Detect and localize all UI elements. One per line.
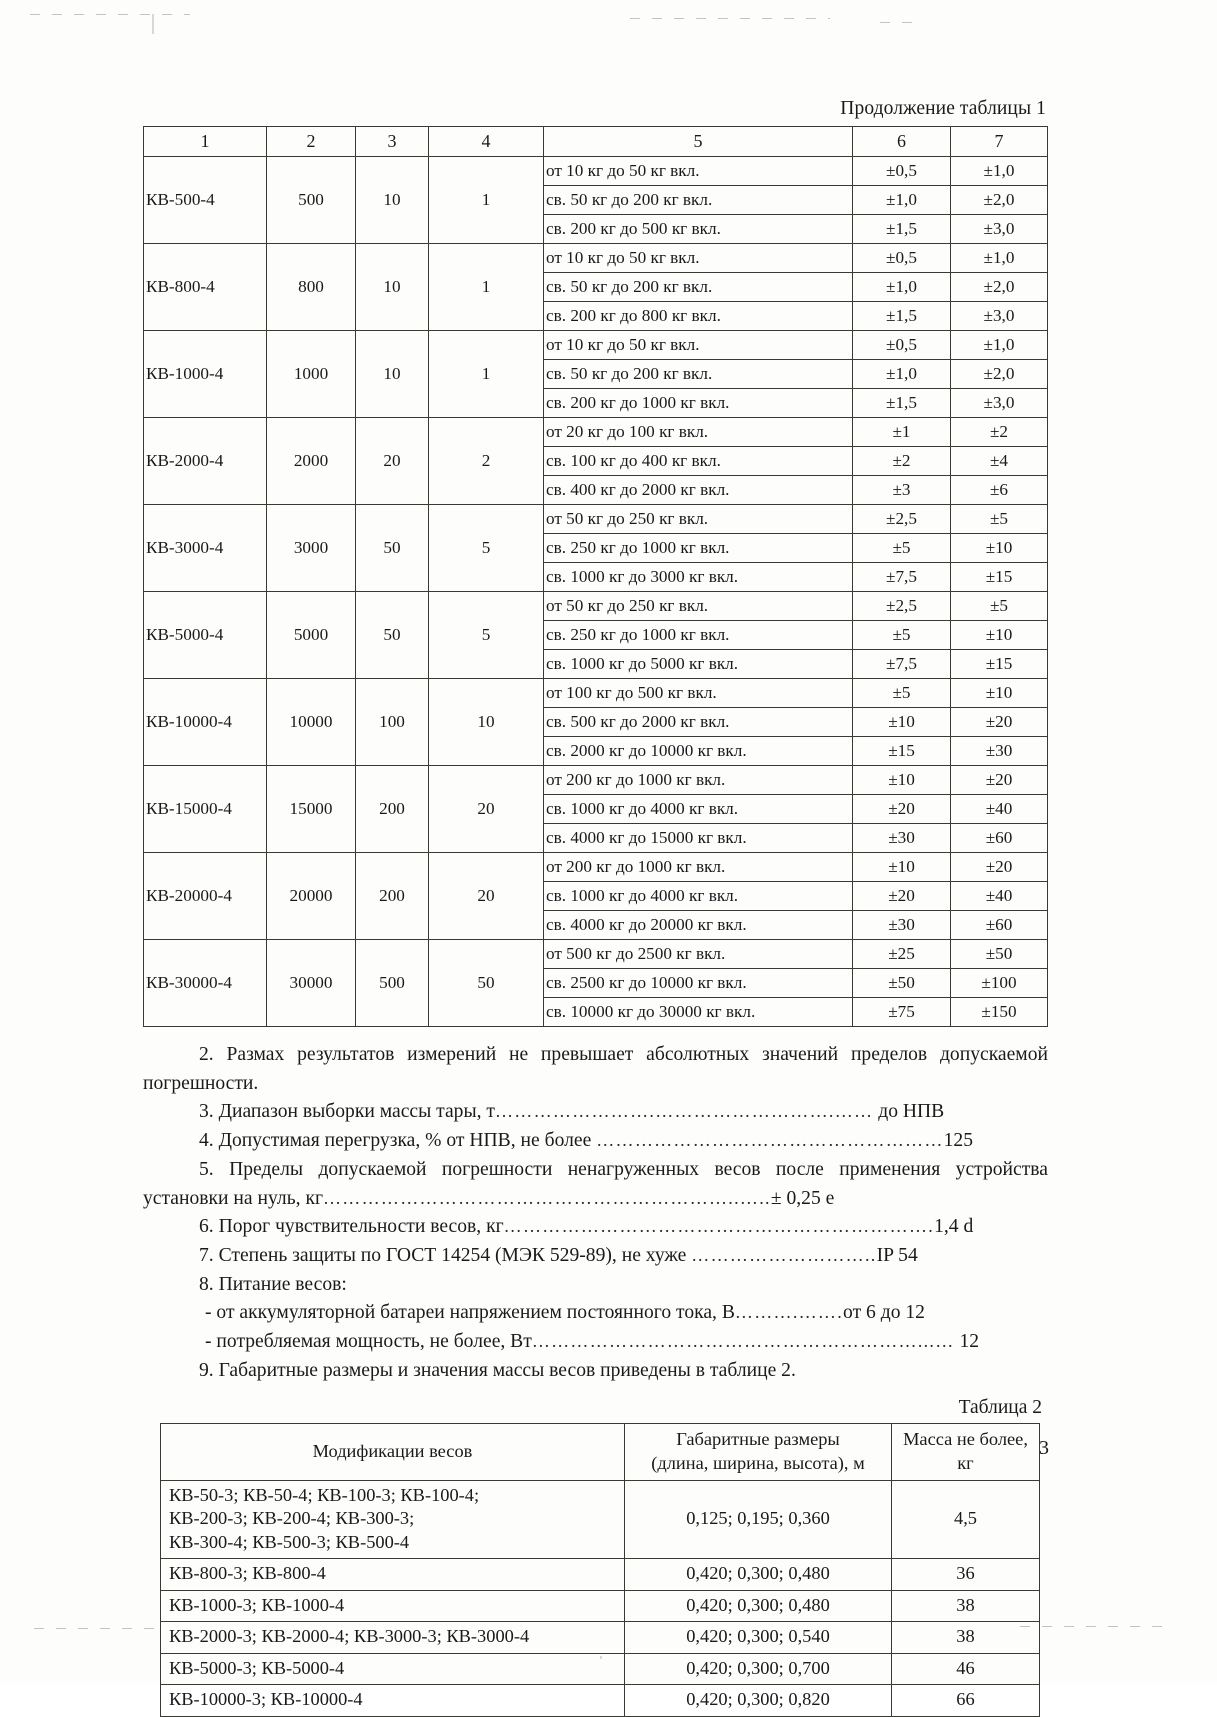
- cell-tolerance-7: ±10: [951, 621, 1048, 650]
- col-header-4: 4: [429, 127, 544, 157]
- cell-tolerance-6: ±3: [853, 476, 951, 505]
- cell-tolerance-7: ±3,0: [951, 302, 1048, 331]
- scan-edge-artifact-bottom-left: [34, 1628, 154, 1629]
- cell-tolerance-6: ±1,5: [853, 389, 951, 418]
- cell-column-2: 15000: [267, 766, 356, 853]
- cell-column-3: 200: [356, 853, 429, 940]
- cell-tolerance-6: ±5: [853, 679, 951, 708]
- cell-tolerance-7: ±5: [951, 592, 1048, 621]
- cell-column-4: 5: [429, 592, 544, 679]
- cell-model: КВ-800-4: [144, 244, 267, 331]
- cell-measuring-range: св. 2500 кг до 10000 кг вкл.: [544, 969, 853, 998]
- cell-tolerance-7: ±60: [951, 824, 1048, 853]
- col-header-7: 7: [951, 127, 1048, 157]
- col-header-2: 2: [267, 127, 356, 157]
- cell-column-3: 10: [356, 244, 429, 331]
- cell-tolerance-6: ±20: [853, 882, 951, 911]
- cell-tolerance-6: ±30: [853, 824, 951, 853]
- cell-mass: 38: [892, 1590, 1040, 1622]
- table-row: [144, 592, 1048, 621]
- cell-tolerance-7: ±20: [951, 853, 1048, 882]
- col-header-3: 3: [356, 127, 429, 157]
- item-6: [143, 1213, 1048, 1242]
- cell-tolerance-6: ±2,5: [853, 592, 951, 621]
- cell-tolerance-6: ±10: [853, 766, 951, 795]
- cell-measuring-range: св. 50 кг до 200 кг вкл.: [544, 360, 853, 389]
- item-4: [143, 1127, 1048, 1156]
- cell-column-3: 500: [356, 940, 429, 1027]
- modification-line: КВ-50-3; КВ-50-4; КВ-100-3; КВ-100-4;: [169, 1484, 480, 1505]
- cell-measuring-range: св. 400 кг до 2000 кг вкл.: [544, 476, 853, 505]
- table-row: [144, 853, 1048, 882]
- item-4-leader: ………………………………………………: [596, 1130, 944, 1151]
- cell-tolerance-6: ±0,5: [853, 244, 951, 273]
- page-number: 3: [1039, 1437, 1049, 1459]
- table-row: [144, 331, 1048, 360]
- cell-column-2: 20000: [267, 853, 356, 940]
- cell-measuring-range: от 100 кг до 500 кг вкл.: [544, 679, 853, 708]
- table-2-header-row: [161, 1424, 1040, 1480]
- item-8b-leader: ……………………………………………………...…: [531, 1331, 955, 1352]
- col-header-6: 6: [853, 127, 951, 157]
- scan-edge-artifact-top-right: [880, 22, 920, 23]
- item-4-value: 125: [943, 1130, 974, 1152]
- cell-measuring-range: от 10 кг до 50 кг вкл.: [544, 244, 853, 273]
- cell-model: КВ-2000-4: [144, 418, 267, 505]
- table-row: [144, 766, 1048, 795]
- cell-measuring-range: св. 4000 кг до 15000 кг вкл.: [544, 824, 853, 853]
- table-row: [161, 1653, 1040, 1685]
- cell-tolerance-7: ±2,0: [951, 273, 1048, 302]
- cell-measuring-range: св. 4000 кг до 20000 кг вкл.: [544, 911, 853, 940]
- cell-measuring-range: св. 1000 кг до 4000 кг вкл.: [544, 882, 853, 911]
- cell-measuring-range: от 50 кг до 250 кг вкл.: [544, 592, 853, 621]
- table-1-body: [144, 157, 1048, 1027]
- item-7-text: 7. Степень защиты по ГОСТ 14254 (МЭК 529-89), не хуже: [199, 1244, 687, 1266]
- cell-tolerance-7: ±2: [951, 418, 1048, 447]
- table-row: [144, 157, 1048, 186]
- scan-speck: [152, 14, 154, 34]
- cell-tolerance-6: ±20: [853, 795, 951, 824]
- item-8b: [143, 1328, 1048, 1357]
- cell-tolerance-7: ±15: [951, 563, 1048, 592]
- modification-line: КВ-1000-3; КВ-1000-4: [169, 1594, 345, 1615]
- item-5-value: ± 0,25 е: [770, 1187, 835, 1209]
- cell-tolerance-7: ±5: [951, 505, 1048, 534]
- item-5-leader: ………………………………………………………..…..: [323, 1187, 771, 1208]
- table-row: [144, 418, 1048, 447]
- cell-tolerance-7: ±60: [951, 911, 1048, 940]
- cell-tolerance-6: ±10: [853, 708, 951, 737]
- cell-tolerance-6: ±30: [853, 911, 951, 940]
- cell-column-3: 100: [356, 679, 429, 766]
- item-8: 8. Питание весов:: [199, 1273, 347, 1295]
- cell-tolerance-6: ±50: [853, 969, 951, 998]
- table-1-specifications: [143, 126, 1048, 1027]
- cell-column-3: 10: [356, 157, 429, 244]
- cell-dimensions: 0,420; 0,300; 0,820: [625, 1685, 892, 1717]
- cell-dimensions: 0,420; 0,300; 0,700: [625, 1653, 892, 1685]
- cell-model: КВ-20000-4: [144, 853, 267, 940]
- table-row: [144, 505, 1048, 534]
- cell-column-3: 10: [356, 331, 429, 418]
- cell-model: КВ-10000-4: [144, 679, 267, 766]
- cell-measuring-range: от 10 кг до 50 кг вкл.: [544, 331, 853, 360]
- table2-header-mass-line2: кг: [957, 1452, 974, 1473]
- cell-measuring-range: св. 2000 кг до 10000 кг вкл.: [544, 737, 853, 766]
- item-9: 9. Габаритные размеры и значения массы весов приведены в таблице 2.: [199, 1359, 796, 1381]
- cell-measuring-range: св. 10000 кг до 30000 кг вкл.: [544, 998, 853, 1027]
- cell-measuring-range: св. 200 кг до 800 кг вкл.: [544, 302, 853, 331]
- cell-column-3: 50: [356, 505, 429, 592]
- cell-mass: 46: [892, 1653, 1040, 1685]
- item-8b-text: - потребляемая мощность, не более, Вт: [205, 1331, 532, 1353]
- cell-measuring-range: св. 50 кг до 200 кг вкл.: [544, 186, 853, 215]
- specification-items-list: [143, 1041, 1048, 1385]
- cell-modifications: [161, 1590, 625, 1622]
- cell-column-4: 50: [429, 940, 544, 1027]
- cell-measuring-range: св. 1000 кг до 5000 кг вкл.: [544, 650, 853, 679]
- col-header-5: 5: [544, 127, 853, 157]
- cell-tolerance-7: ±15: [951, 650, 1048, 679]
- cell-model: КВ-15000-4: [144, 766, 267, 853]
- modification-line: КВ-300-4; КВ-500-3; КВ-500-4: [169, 1531, 410, 1552]
- cell-model: КВ-500-4: [144, 157, 267, 244]
- cell-tolerance-7: ±1,0: [951, 157, 1048, 186]
- modification-line: КВ-200-3; КВ-200-4; КВ-300-3;: [169, 1508, 415, 1529]
- table-row: [161, 1590, 1040, 1622]
- cell-column-3: 50: [356, 592, 429, 679]
- cell-measuring-range: св. 100 кг до 400 кг вкл.: [544, 447, 853, 476]
- cell-mass: 4,5: [892, 1480, 1040, 1559]
- cell-tolerance-7: ±2,0: [951, 186, 1048, 215]
- item-8b-value: 12: [959, 1331, 980, 1353]
- cell-modifications: [161, 1559, 625, 1591]
- cell-measuring-range: св. 250 кг до 1000 кг вкл.: [544, 534, 853, 563]
- cell-column-2: 30000: [267, 940, 356, 1027]
- item-5: [143, 1156, 1048, 1213]
- cell-tolerance-6: ±7,5: [853, 650, 951, 679]
- cell-tolerance-6: ±1,0: [853, 186, 951, 215]
- cell-tolerance-6: ±5: [853, 534, 951, 563]
- cell-tolerance-7: ±20: [951, 708, 1048, 737]
- item-8a-value: от 6 до 12: [843, 1302, 925, 1324]
- cell-column-2: 1000: [267, 331, 356, 418]
- cell-measuring-range: св. 200 кг до 1000 кг вкл.: [544, 389, 853, 418]
- cell-column-3: 200: [356, 766, 429, 853]
- cell-column-4: 1: [429, 244, 544, 331]
- cell-tolerance-6: ±10: [853, 853, 951, 882]
- col-header-1: 1: [144, 127, 267, 157]
- cell-tolerance-7: ±3,0: [951, 215, 1048, 244]
- cell-model: КВ-1000-4: [144, 331, 267, 418]
- cell-measuring-range: от 500 кг до 2500 кг вкл.: [544, 940, 853, 969]
- cell-measuring-range: св. 500 кг до 2000 кг вкл.: [544, 708, 853, 737]
- cell-dimensions: 0,420; 0,300; 0,540: [625, 1622, 892, 1654]
- cell-mass: 36: [892, 1559, 1040, 1591]
- table-2-header: [161, 1424, 1040, 1480]
- cell-modifications: [161, 1480, 625, 1559]
- cell-measuring-range: от 200 кг до 1000 кг вкл.: [544, 766, 853, 795]
- table-row: [161, 1559, 1040, 1591]
- cell-dimensions: 0,420; 0,300; 0,480: [625, 1590, 892, 1622]
- cell-column-3: 20: [356, 418, 429, 505]
- cell-tolerance-6: ±15: [853, 737, 951, 766]
- item-8a-text: - от аккумуляторной батареи напряжением постоянного тока, В: [205, 1302, 735, 1324]
- cell-tolerance-7: ±100: [951, 969, 1048, 998]
- cell-measuring-range: от 50 кг до 250 кг вкл.: [544, 505, 853, 534]
- cell-tolerance-7: ±6: [951, 476, 1048, 505]
- table-1-column-number-row: [144, 127, 1048, 157]
- cell-tolerance-7: ±1,0: [951, 244, 1048, 273]
- scan-edge-artifact-top: [30, 14, 190, 15]
- table-row: [144, 679, 1048, 708]
- cell-tolerance-7: ±40: [951, 795, 1048, 824]
- item-6-leader: ………………………………………………………….: [503, 1216, 935, 1237]
- cell-tolerance-6: ±5: [853, 621, 951, 650]
- cell-column-2: 500: [267, 157, 356, 244]
- cell-tolerance-7: ±50: [951, 940, 1048, 969]
- cell-tolerance-6: ±1,0: [853, 273, 951, 302]
- item-4-text: 4. Допустимая перегрузка, % от НПВ, не более: [199, 1130, 592, 1152]
- item-5-text: 5. Пределы допускаемой погрешности ненагруженных весов после применения устройства установки на нуль, кг: [143, 1158, 1048, 1209]
- cell-tolerance-7: ±10: [951, 679, 1048, 708]
- cell-tolerance-6: ±75: [853, 998, 951, 1027]
- cell-model: КВ-5000-4: [144, 592, 267, 679]
- cell-column-4: 20: [429, 766, 544, 853]
- cell-tolerance-6: ±7,5: [853, 563, 951, 592]
- cell-tolerance-7: ±10: [951, 534, 1048, 563]
- cell-mass: 66: [892, 1685, 1040, 1717]
- cell-tolerance-7: ±150: [951, 998, 1048, 1027]
- table-row: [161, 1685, 1040, 1717]
- cell-column-4: 1: [429, 157, 544, 244]
- cell-dimensions: 0,420; 0,300; 0,480: [625, 1559, 892, 1591]
- cell-measuring-range: св. 1000 кг до 4000 кг вкл.: [544, 795, 853, 824]
- modification-line: КВ-800-3; КВ-800-4: [169, 1563, 326, 1584]
- cell-column-4: 20: [429, 853, 544, 940]
- cell-tolerance-6: ±1,5: [853, 215, 951, 244]
- item-7-value: IP 54: [876, 1244, 918, 1266]
- cell-column-2: 2000: [267, 418, 356, 505]
- cell-column-4: 10: [429, 679, 544, 766]
- cell-column-2: 3000: [267, 505, 356, 592]
- table-row: [161, 1480, 1040, 1559]
- table-1-header: [144, 127, 1048, 157]
- item-3-text: 3. Диапазон выборки массы тары, т: [199, 1101, 495, 1123]
- cell-tolerance-7: ±40: [951, 882, 1048, 911]
- cell-measuring-range: св. 50 кг до 200 кг вкл.: [544, 273, 853, 302]
- item-8a-leader: ……….…….: [734, 1302, 844, 1323]
- modification-line: КВ-2000-3; КВ-2000-4; КВ-3000-3; КВ-3000-4: [169, 1626, 530, 1647]
- cell-tolerance-6: ±0,5: [853, 331, 951, 360]
- cell-modifications: [161, 1685, 625, 1717]
- cell-mass: 38: [892, 1622, 1040, 1654]
- item-3-value: до НПВ: [878, 1101, 945, 1123]
- table2-caption: Таблица 2: [958, 1397, 1042, 1419]
- modification-line: КВ-5000-3; КВ-5000-4: [169, 1657, 345, 1678]
- scan-edge-artifact-top-mid: [630, 18, 830, 19]
- table-2-body: [161, 1480, 1040, 1716]
- cell-tolerance-6: ±1,0: [853, 360, 951, 389]
- cell-modifications: [161, 1653, 625, 1685]
- cell-column-4: 1: [429, 331, 544, 418]
- table1-continuation-caption: Продолжение таблицы 1: [840, 98, 1046, 119]
- cell-measuring-range: св. 1000 кг до 3000 кг вкл.: [544, 563, 853, 592]
- table2-header-modifications: Модификации весов: [161, 1424, 625, 1480]
- item-6-value: 1,4 d: [934, 1216, 974, 1238]
- cell-tolerance-6: ±0,5: [853, 157, 951, 186]
- item-3-leader: …………………….……………………….……: [495, 1101, 874, 1122]
- cell-tolerance-7: ±1,0: [951, 331, 1048, 360]
- table2-header-dimensions-line1: Габаритные размеры: [676, 1429, 840, 1450]
- cell-tolerance-6: ±2,5: [853, 505, 951, 534]
- cell-tolerance-7: ±20: [951, 766, 1048, 795]
- cell-tolerance-7: ±2,0: [951, 360, 1048, 389]
- cell-tolerance-7: ±30: [951, 737, 1048, 766]
- table2-header-dimensions: [625, 1424, 892, 1480]
- item-3: [143, 1098, 1048, 1127]
- cell-column-2: 800: [267, 244, 356, 331]
- cell-tolerance-6: ±2: [853, 447, 951, 476]
- table-row: [144, 244, 1048, 273]
- table-row: [161, 1622, 1040, 1654]
- cell-column-2: 5000: [267, 592, 356, 679]
- cell-tolerance-6: ±25: [853, 940, 951, 969]
- table2-header-mass-line1: Масса не более,: [903, 1429, 1028, 1450]
- cell-tolerance-6: ±1,5: [853, 302, 951, 331]
- cell-column-4: 5: [429, 505, 544, 592]
- cell-measuring-range: св. 200 кг до 500 кг вкл.: [544, 215, 853, 244]
- item-2: 2. Размах результатов измерений не превышает абсолютных значений пределов допускаемой погрешности.: [143, 1044, 1048, 1094]
- table-row: [144, 940, 1048, 969]
- item-7: [143, 1242, 1048, 1271]
- cell-tolerance-6: ±1: [853, 418, 951, 447]
- table-2-dimensions-mass: [160, 1423, 1040, 1716]
- cell-measuring-range: от 200 кг до 1000 кг вкл.: [544, 853, 853, 882]
- item-6-text: 6. Порог чувствительности весов, кг: [199, 1216, 504, 1238]
- cell-measuring-range: св. 250 кг до 1000 кг вкл.: [544, 621, 853, 650]
- item-8a: [143, 1299, 1048, 1328]
- cell-tolerance-7: ±3,0: [951, 389, 1048, 418]
- cell-measuring-range: от 10 кг до 50 кг вкл.: [544, 157, 853, 186]
- cell-dimensions: 0,125; 0,195; 0,360: [625, 1480, 892, 1559]
- cell-modifications: [161, 1622, 625, 1654]
- table2-header-dimensions-line2: (длина, ширина, высота), м: [651, 1452, 865, 1473]
- cell-model: КВ-30000-4: [144, 940, 267, 1027]
- cell-model: КВ-3000-4: [144, 505, 267, 592]
- table2-header-mass: [892, 1424, 1040, 1480]
- cell-tolerance-7: ±4: [951, 447, 1048, 476]
- modification-line: КВ-10000-3; КВ-10000-4: [169, 1689, 363, 1710]
- item-7-leader: ………………………..: [691, 1244, 877, 1265]
- cell-measuring-range: от 20 кг до 100 кг вкл.: [544, 418, 853, 447]
- page-content: [143, 98, 1048, 1717]
- cell-column-4: 2: [429, 418, 544, 505]
- cell-column-2: 10000: [267, 679, 356, 766]
